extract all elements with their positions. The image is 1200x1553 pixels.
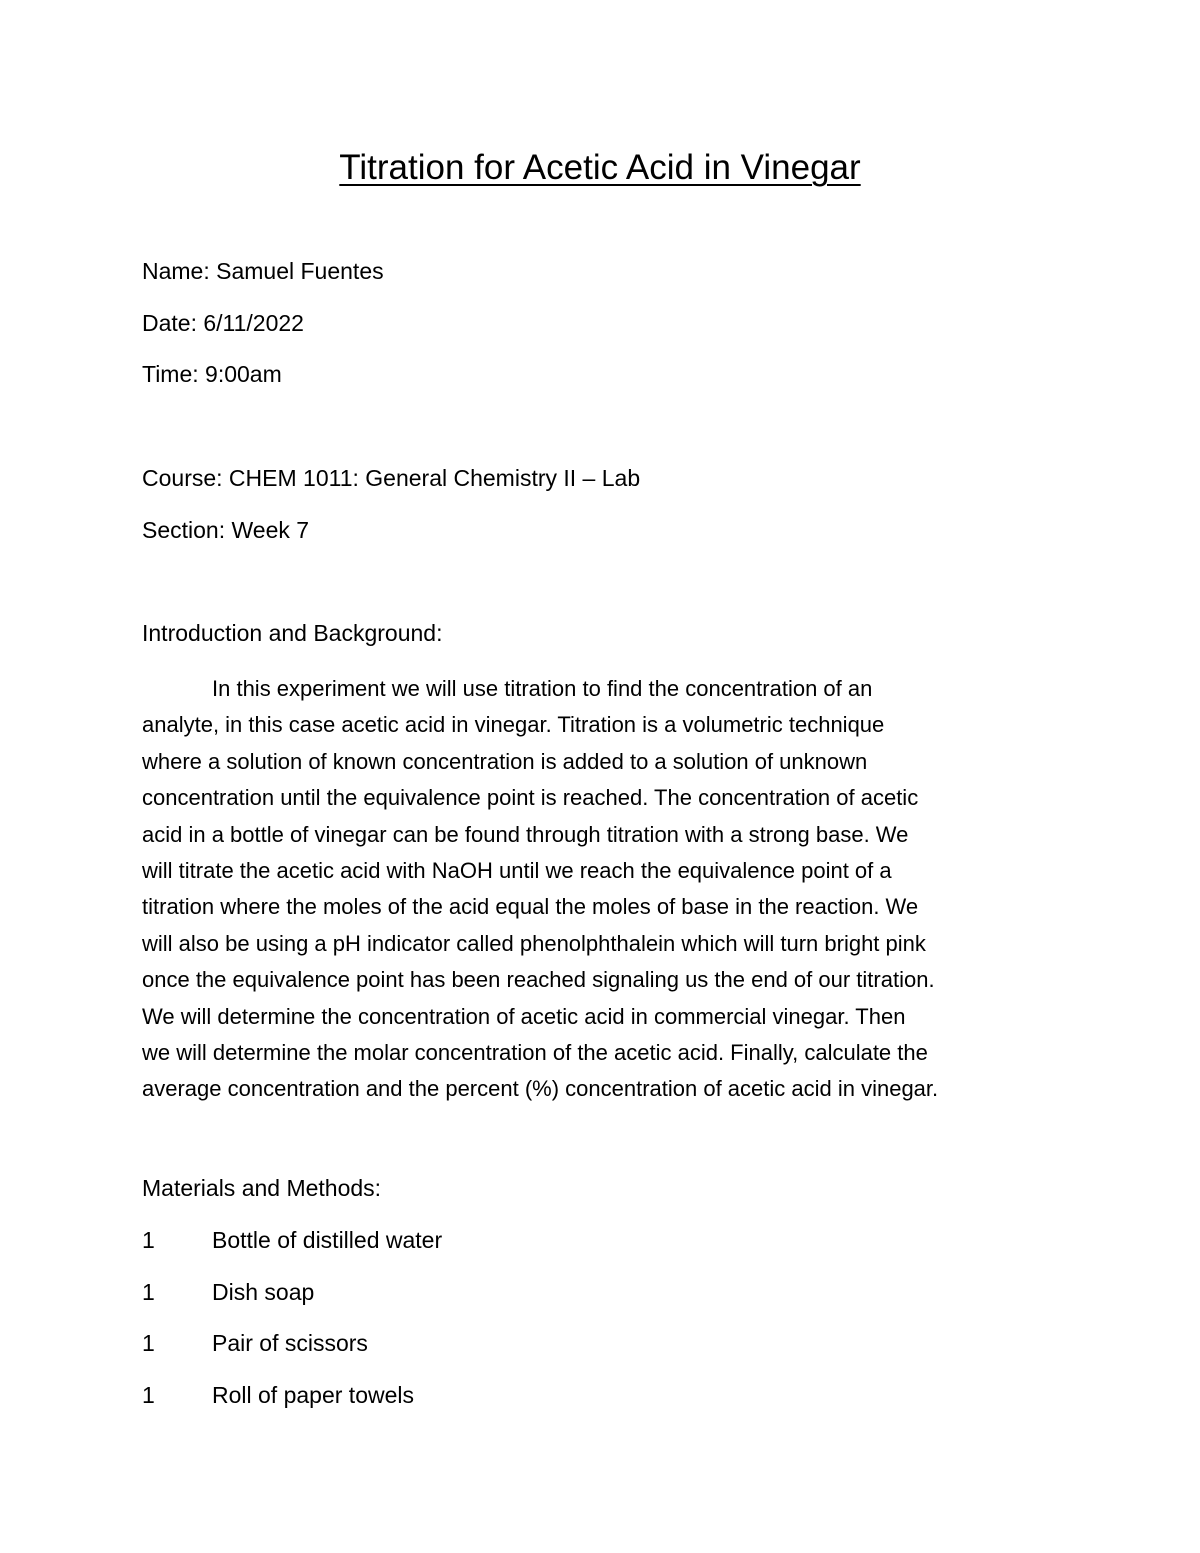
intro-line: will also be using a pH indicator called phenolphthalein which will turn bright pink (142, 930, 926, 956)
material-quantity: 1 (142, 1279, 155, 1305)
intro-line: where a solution of known concentration is added to a solution of unknown (142, 748, 868, 774)
materials-heading: Materials and Methods: (142, 1175, 382, 1201)
section-line: Section: Week 7 (142, 517, 310, 543)
intro-line: titration where the moles of the acid equal the moles of base in the reaction. We (142, 894, 919, 920)
document-title: Titration for Acetic Acid in Vinegar (339, 148, 861, 187)
intro-heading: Introduction and Background: (142, 620, 443, 646)
intro-line: once the equivalence point has been reached signaling us the end of our titration. (142, 967, 935, 993)
intro-line: analyte, in this case acetic acid in vinegar. Titration is a volumetric technique (142, 712, 885, 738)
material-item: Roll of paper towels (212, 1382, 414, 1408)
intro-line: average concentration and the percent (%) concentration of acetic acid in vinegar. (142, 1076, 939, 1102)
intro-line: we will determine the molar concentration of the acetic acid. Finally, calculate the (142, 1040, 928, 1066)
intro-line: In this experiment we will use titration to find the concentration of an (212, 676, 873, 701)
material-quantity: 1 (142, 1227, 155, 1253)
time-line: Time: 9:00am (142, 361, 282, 387)
material-quantity: 1 (142, 1330, 155, 1356)
material-quantity: 1 (142, 1382, 155, 1408)
intro-line: will titrate the acetic acid with NaOH until we reach the equivalence point of a (142, 858, 892, 884)
intro-line: acid in a bottle of vinegar can be found through titration with a strong base. We (142, 821, 909, 847)
intro-paragraph (142, 671, 1054, 1108)
material-item: Bottle of distilled water (212, 1227, 443, 1253)
material-item: Pair of scissors (212, 1330, 368, 1356)
material-item: Dish soap (212, 1279, 315, 1305)
course-line: Course: CHEM 1011: General Chemistry II – Lab (142, 465, 641, 491)
name-line: Name: Samuel Fuentes (142, 258, 384, 284)
intro-line: We will determine the concentration of acetic acid in commercial vinegar. Then (142, 1003, 906, 1029)
date-line: Date: 6/11/2022 (142, 310, 304, 336)
intro-line: concentration until the equivalence point is reached. The concentration of acetic (142, 785, 919, 811)
